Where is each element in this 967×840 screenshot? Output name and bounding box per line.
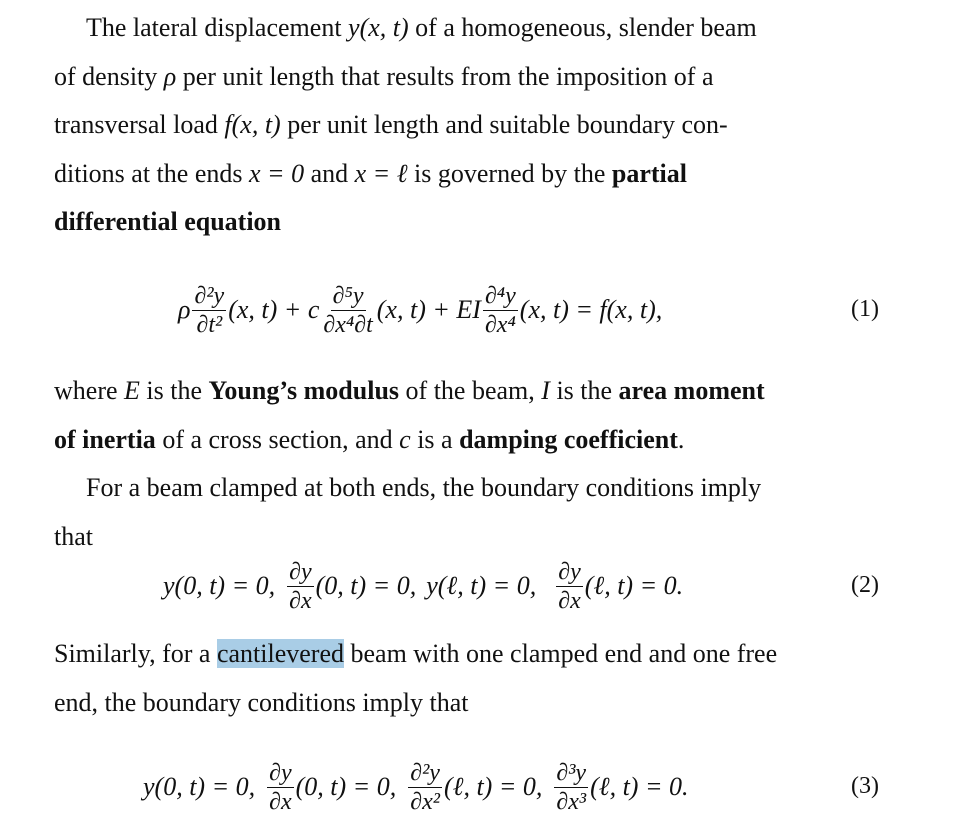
text-line: where E is the Young’s modulus of the beam, I is the area moment bbox=[54, 376, 765, 405]
text-line: For a beam clamped at both ends, the boundary conditions imply bbox=[86, 473, 762, 502]
text-line: Similarly, for a cantilevered beam with one clamped end and one free bbox=[54, 639, 778, 668]
fraction: $\frac{\text{∂²y}}{\text{∂x²}}$ bbox=[410, 759, 440, 815]
fraction: $\frac{\partial y}{\partial x}$ bbox=[558, 558, 581, 614]
text-line bbox=[54, 198, 864, 247]
text-line: end, the boundary conditions imply that bbox=[54, 687, 469, 717]
fraction: $\frac{\text{∂⁴y}}{\text{∂x⁴}}$ bbox=[484, 282, 516, 338]
text-line: of inertia of a cross section, and c is a damping coefficient. bbox=[54, 424, 685, 454]
text-line: transversal load f(x, t) per unit length and suitable boundary con- bbox=[54, 110, 728, 139]
fraction: $\frac{\text{∂³y}}{\text{∂x³}}$ bbox=[556, 759, 587, 815]
paragraph-parameters bbox=[54, 367, 864, 464]
highlighted-word[interactable]: cantilevered bbox=[216, 639, 344, 668]
equation-number-1: (1) bbox=[851, 296, 879, 322]
text-line: The lateral displacement y(x, t) of a homogeneous, slender beam bbox=[86, 13, 757, 42]
equation-1: ρ $\frac{\text{∂²y}}{\text{∂t²}}$ (x, t) + c $\frac{\text{∂⁵y}}{\text{∂x⁴∂t}}$ (x, t) + EI $\frac{\text{∂⁴y}}{\text{∂x⁴}}$ (x, t) = f(x, t), bbox=[178, 282, 663, 338]
fraction: $\frac{\text{∂⁵y}}{\text{∂x⁴∂t}}$ bbox=[323, 282, 373, 338]
text-line: of density ρ per unit length that results from the imposition of a bbox=[54, 61, 714, 91]
fraction: $\frac{\partial y}{\partial x}$ bbox=[289, 558, 312, 614]
paragraph-cantilevered bbox=[54, 630, 864, 727]
equation-number-2: (2) bbox=[851, 572, 879, 598]
fraction: $\frac{\text{∂²y}}{\text{∂t²}}$ bbox=[194, 282, 225, 338]
equation-2: y(0, t) = 0, $\frac{\partial y}{\partial x}$ (0, t) = 0, y(ℓ, t) = 0, $\frac{\partial y}{\partial x}$ (ℓ, t) = 0. bbox=[163, 558, 684, 614]
equation-3: y(0, t) = 0, $\frac{\partial y}{\partial x}$ (0, t) = 0, $\frac{\text{∂²y}}{\text{∂x²}}$ (ℓ, t) = 0, $\frac{\text{∂³y}}{\text{∂x³}}$ (ℓ, t) = 0. bbox=[143, 759, 689, 815]
text-line: ditions at the ends x = 0 and x = ℓ is governed by the partial bbox=[54, 158, 687, 188]
paragraph-intro bbox=[54, 4, 864, 247]
paragraph-clamped bbox=[54, 464, 864, 561]
term-partial: partial bbox=[611, 158, 687, 188]
text-line: that bbox=[54, 521, 93, 551]
equation-number-3: (3) bbox=[851, 773, 879, 799]
fraction: $\frac{\partial y}{\partial x}$ bbox=[269, 759, 292, 815]
term-differential-equation: differential equation bbox=[54, 207, 282, 236]
